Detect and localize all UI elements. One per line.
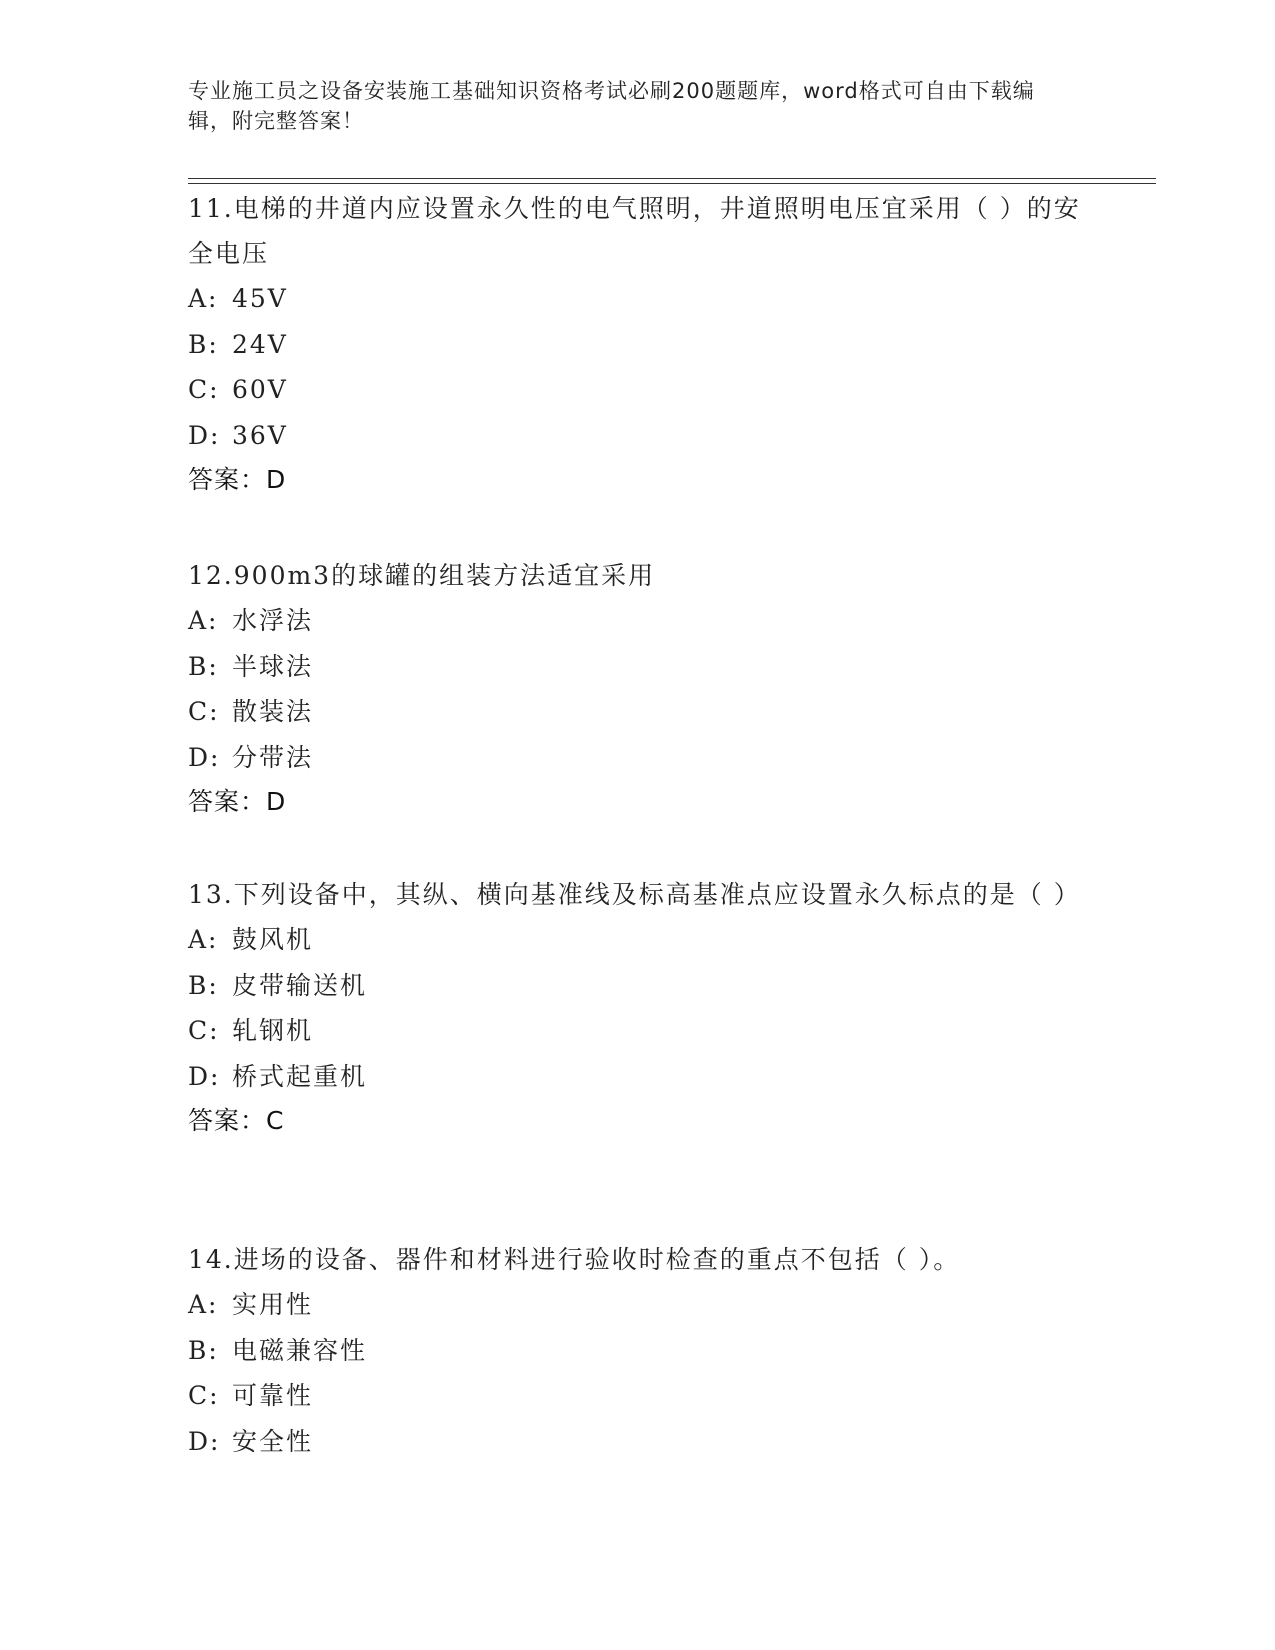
option-d <box>188 413 1088 459</box>
question-stem: 11.电梯的井道内应设置永久性的电气照明，井道照明电压宜采用（ ）的安全电压 <box>188 194 1081 268</box>
header-divider-bottom <box>188 183 1156 184</box>
option-text: 安全性 <box>232 1426 314 1456</box>
question-stem: 14.进场的设备、器件和材料进行验收时检查的重点不包括（ ）。 <box>188 1245 961 1274</box>
option-a <box>188 1282 1088 1328</box>
option-c <box>188 367 1088 413</box>
option-text: 鼓风机 <box>232 925 314 954</box>
option-letter: D: <box>188 1426 221 1456</box>
question-14 <box>188 1237 1088 1464</box>
answer-line: 答案：D <box>188 465 287 494</box>
option-letter: A: <box>188 925 219 954</box>
option-d <box>188 735 1088 781</box>
question-12 <box>188 553 1088 824</box>
option-b <box>188 963 1088 1009</box>
option-letter: D: <box>188 742 221 772</box>
option-text: 半球法 <box>232 651 314 681</box>
option-text: 散装法 <box>232 697 314 726</box>
option-letter: C: <box>188 375 220 404</box>
option-letter: B: <box>188 329 219 359</box>
answer-line: 答案：D <box>188 787 287 816</box>
question-stem: 13.下列设备中，其纵、横向基准线及标高基准点应设置永久标点的是（ ） <box>188 880 1081 909</box>
option-b <box>188 322 1088 368</box>
document-header: 专业施工员之设备安装施工基础知识资格考试必刷200题题库，word格式可自由下载编辑，附完整答案！ <box>188 79 1035 133</box>
option-letter: B: <box>188 970 219 1000</box>
answer-line: 答案：C <box>188 1106 285 1135</box>
option-letter: C: <box>188 1016 220 1045</box>
option-letter: D: <box>188 1061 221 1091</box>
option-a <box>188 917 1088 963</box>
option-c <box>188 1373 1088 1419</box>
option-text: 实用性 <box>232 1290 314 1319</box>
option-letter: A: <box>188 284 219 313</box>
option-text: 60V <box>232 375 288 404</box>
option-text: 可靠性 <box>232 1381 314 1410</box>
option-a <box>188 598 1088 644</box>
option-letter: D: <box>188 420 221 450</box>
option-d <box>188 1419 1088 1465</box>
question-stem: 12.900m3的球罐的组装方法适宜采用 <box>188 561 656 590</box>
option-text: 水浮法 <box>232 606 314 635</box>
option-b <box>188 644 1088 690</box>
option-a <box>188 276 1088 322</box>
option-text: 电磁兼容性 <box>232 1335 368 1365</box>
option-letter: C: <box>188 1381 220 1410</box>
option-text: 轧钢机 <box>232 1016 314 1045</box>
option-d <box>188 1054 1088 1100</box>
option-letter: B: <box>188 651 219 681</box>
option-text: 分带法 <box>232 742 314 772</box>
option-text: 桥式起重机 <box>232 1061 368 1091</box>
option-c <box>188 1008 1088 1054</box>
option-letter: A: <box>188 606 219 635</box>
option-letter: B: <box>188 1335 219 1365</box>
option-b <box>188 1328 1088 1374</box>
option-c <box>188 689 1088 735</box>
option-text: 36V <box>232 420 288 450</box>
option-text: 24V <box>232 329 288 359</box>
header-divider-top <box>188 178 1156 179</box>
option-letter: A: <box>188 1290 219 1319</box>
option-text: 45V <box>232 284 288 313</box>
option-letter: C: <box>188 697 220 726</box>
question-13 <box>188 872 1088 1143</box>
option-text: 皮带输送机 <box>232 970 368 1000</box>
question-11 <box>188 186 1088 502</box>
